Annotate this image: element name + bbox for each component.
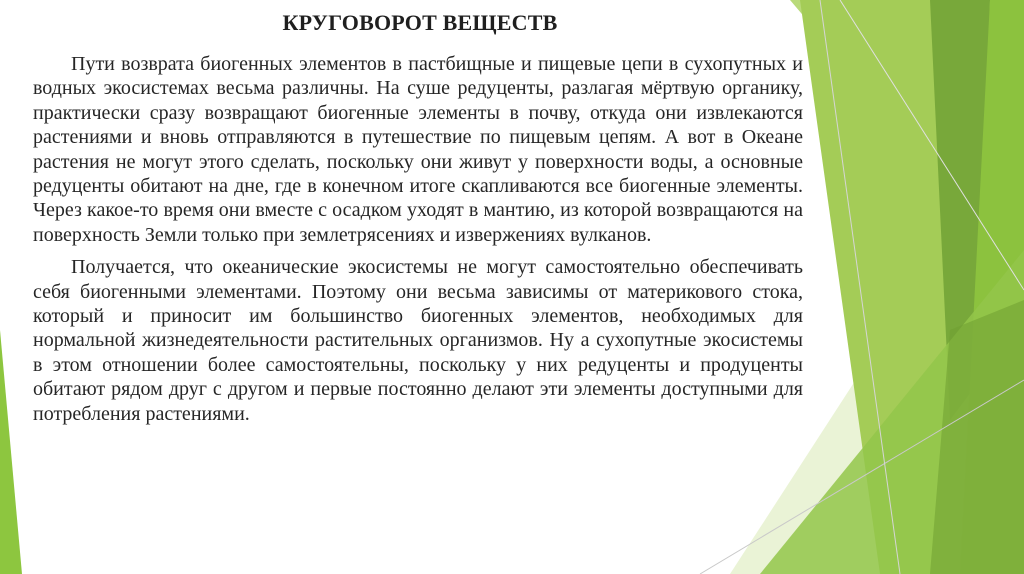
left-green-accent [0, 330, 22, 574]
slide-body [33, 52, 803, 434]
paragraph-2: Получается, что океанические экосистемы не могут самостоятельно обеспечивать себя биогенными элементами. Поэтому они весьма зависимы от материкового стока, который и приносит им большинство биогенных элементов, необходимых для нормальной жизнедеятельности растительных организмов. Ну а сухопутные экосистемы в этом отношении более самостоятельны, поскольку у них редуценты и продуценты обитают рядом друг с другом и первые постоянно делают эти элементы доступными для потребления растениями. [33, 256, 803, 425]
slide-title: КРУГОВОРОТ ВЕЩЕСТВ [282, 10, 558, 35]
paragraph-1: Пути возврата биогенных элементов в пастбищные и пищевые цепи в сухопутных и водных экосистемах весьма различны. На суше редуценты, разлагая мёртвую органику, практически сразу возвращают биогенные элементы в почву, откуда они извлекаются растениями и вновь отправляются в путешествие по пищевым цепям. А вот в Океане растения не могут этого сделать, поскольку они живут у поверхности воды, а основные редуценты обитают на дне, где в конечном итоге скапливаются все биогенные элементы. Через какое-то время они вместе с осадком уходят в мантию, из которой возвращаются на поверхность Земли только при землетрясениях и извержениях вулканов. [33, 53, 803, 246]
